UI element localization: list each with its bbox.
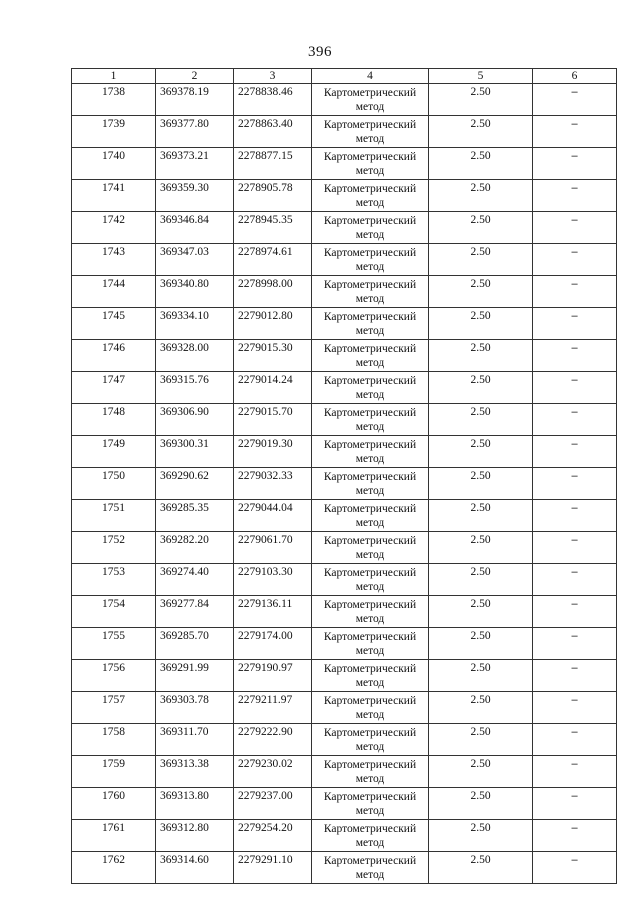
method-cell [312, 148, 429, 180]
method-line-1: Картометрический [323, 151, 417, 163]
note-cell: – [533, 724, 617, 756]
point-number-cell: 1756 [72, 660, 156, 692]
point-number-cell: 1740 [72, 148, 156, 180]
y-coordinate-cell: 2278905.78 [234, 180, 312, 212]
accuracy-cell: 2.50 [429, 788, 533, 820]
point-number-cell: 1738 [72, 84, 156, 116]
note-cell: – [533, 148, 617, 180]
x-coordinate-cell: 369378.19 [156, 84, 234, 116]
accuracy-cell: 2.50 [429, 404, 533, 436]
x-coordinate-cell: 369314.60 [156, 852, 234, 884]
accuracy-cell: 2.50 [429, 340, 533, 372]
table-row [72, 84, 617, 116]
x-coordinate-cell: 369300.31 [156, 436, 234, 468]
x-coordinate-cell: 369377.80 [156, 116, 234, 148]
accuracy-cell: 2.50 [429, 532, 533, 564]
x-coordinate-cell: 369290.62 [156, 468, 234, 500]
table-row [72, 788, 617, 820]
coordinates-table [71, 68, 617, 884]
table-row [72, 148, 617, 180]
point-number-cell: 1749 [72, 436, 156, 468]
method-cell [312, 180, 429, 212]
point-number-cell: 1762 [72, 852, 156, 884]
table-row [72, 212, 617, 244]
y-coordinate-cell: 2279019.30 [234, 436, 312, 468]
method-line-1: Картометрический [323, 823, 417, 835]
accuracy-cell: 2.50 [429, 852, 533, 884]
method-cell [312, 116, 429, 148]
point-number-cell: 1761 [72, 820, 156, 852]
method-line-2: метод [355, 517, 385, 529]
y-coordinate-cell: 2279190.97 [234, 660, 312, 692]
table-row [72, 692, 617, 724]
method-line-1: Картометрический [323, 535, 417, 547]
note-cell: – [533, 500, 617, 532]
table-row [72, 724, 617, 756]
method-cell [312, 596, 429, 628]
x-coordinate-cell: 369340.80 [156, 276, 234, 308]
note-cell: – [533, 372, 617, 404]
point-number-cell: 1755 [72, 628, 156, 660]
method-cell [312, 756, 429, 788]
note-cell: – [533, 340, 617, 372]
y-coordinate-cell: 2278838.46 [234, 84, 312, 116]
point-number-cell: 1745 [72, 308, 156, 340]
method-line-1: Картометрический [323, 695, 417, 707]
note-cell: – [533, 468, 617, 500]
accuracy-cell: 2.50 [429, 692, 533, 724]
method-line-2: метод [355, 677, 385, 689]
y-coordinate-cell: 2279061.70 [234, 532, 312, 564]
method-cell [312, 628, 429, 660]
method-line-2: метод [355, 101, 385, 113]
method-line-1: Картометрический [323, 567, 417, 579]
y-coordinate-cell: 2279211.97 [234, 692, 312, 724]
accuracy-cell: 2.50 [429, 628, 533, 660]
table-row [72, 468, 617, 500]
method-line-1: Картометрический [323, 727, 417, 739]
note-cell: – [533, 244, 617, 276]
method-line-2: метод [355, 229, 385, 241]
x-coordinate-cell: 369277.84 [156, 596, 234, 628]
y-coordinate-cell: 2278998.00 [234, 276, 312, 308]
note-cell: – [533, 692, 617, 724]
point-number-cell: 1759 [72, 756, 156, 788]
note-cell: – [533, 820, 617, 852]
y-coordinate-cell: 2279103.30 [234, 564, 312, 596]
note-cell: – [533, 660, 617, 692]
y-coordinate-cell: 2278863.40 [234, 116, 312, 148]
y-coordinate-cell: 2278974.61 [234, 244, 312, 276]
method-line-2: метод [355, 709, 385, 721]
method-cell [312, 244, 429, 276]
note-cell: – [533, 596, 617, 628]
point-number-cell: 1754 [72, 596, 156, 628]
accuracy-cell: 2.50 [429, 660, 533, 692]
method-cell [312, 468, 429, 500]
method-line-1: Картометрический [323, 119, 417, 131]
method-line-2: метод [355, 837, 385, 849]
table-body [72, 84, 617, 884]
method-cell [312, 564, 429, 596]
table-row [72, 308, 617, 340]
method-line-1: Картометрический [323, 663, 417, 675]
method-line-1: Картометрический [323, 503, 417, 515]
table-row [72, 436, 617, 468]
method-cell [312, 404, 429, 436]
page-number: 396 [308, 44, 332, 60]
accuracy-cell: 2.50 [429, 244, 533, 276]
x-coordinate-cell: 369313.38 [156, 756, 234, 788]
note-cell: – [533, 532, 617, 564]
header-row [72, 69, 617, 84]
point-number-cell: 1760 [72, 788, 156, 820]
method-line-1: Картометрический [323, 87, 417, 99]
accuracy-cell: 2.50 [429, 564, 533, 596]
method-line-1: Картометрический [323, 375, 417, 387]
table-row [72, 404, 617, 436]
accuracy-cell: 2.50 [429, 500, 533, 532]
table-row [72, 500, 617, 532]
accuracy-cell: 2.50 [429, 436, 533, 468]
method-line-2: метод [355, 197, 385, 209]
x-coordinate-cell: 369285.70 [156, 628, 234, 660]
note-cell: – [533, 84, 617, 116]
accuracy-cell: 2.50 [429, 372, 533, 404]
accuracy-cell: 2.50 [429, 724, 533, 756]
table-row [72, 820, 617, 852]
accuracy-cell: 2.50 [429, 84, 533, 116]
method-line-2: метод [355, 613, 385, 625]
x-coordinate-cell: 369334.10 [156, 308, 234, 340]
point-number-cell: 1752 [72, 532, 156, 564]
point-number-cell: 1757 [72, 692, 156, 724]
x-coordinate-cell: 369313.80 [156, 788, 234, 820]
x-coordinate-cell: 369285.35 [156, 500, 234, 532]
method-line-2: метод [355, 549, 385, 561]
method-cell [312, 692, 429, 724]
method-line-1: Картометрический [323, 215, 417, 227]
method-line-1: Картометрический [323, 599, 417, 611]
table-row [72, 116, 617, 148]
x-coordinate-cell: 369359.30 [156, 180, 234, 212]
method-line-2: метод [355, 741, 385, 753]
x-coordinate-cell: 369303.78 [156, 692, 234, 724]
y-coordinate-cell: 2279015.70 [234, 404, 312, 436]
note-cell: – [533, 116, 617, 148]
table-row [72, 756, 617, 788]
note-cell: – [533, 852, 617, 884]
x-coordinate-cell: 369306.90 [156, 404, 234, 436]
method-cell [312, 212, 429, 244]
note-cell: – [533, 180, 617, 212]
y-coordinate-cell: 2279044.04 [234, 500, 312, 532]
x-coordinate-cell: 369346.84 [156, 212, 234, 244]
method-cell [312, 436, 429, 468]
method-line-1: Картометрический [323, 791, 417, 803]
method-line-2: метод [355, 421, 385, 433]
y-coordinate-cell: 2279230.02 [234, 756, 312, 788]
point-number-cell: 1743 [72, 244, 156, 276]
x-coordinate-cell: 369328.00 [156, 340, 234, 372]
method-cell [312, 532, 429, 564]
note-cell: – [533, 628, 617, 660]
accuracy-cell: 2.50 [429, 148, 533, 180]
column-header-3: 3 [234, 69, 312, 84]
note-cell: – [533, 212, 617, 244]
accuracy-cell: 2.50 [429, 212, 533, 244]
method-cell [312, 788, 429, 820]
x-coordinate-cell: 369291.99 [156, 660, 234, 692]
method-line-1: Картометрический [323, 631, 417, 643]
x-coordinate-cell: 369315.76 [156, 372, 234, 404]
method-line-1: Картометрический [323, 759, 417, 771]
accuracy-cell: 2.50 [429, 468, 533, 500]
note-cell: – [533, 788, 617, 820]
method-line-1: Картометрический [323, 247, 417, 259]
method-line-2: метод [355, 293, 385, 305]
method-cell [312, 308, 429, 340]
method-line-1: Картометрический [323, 439, 417, 451]
table-row [72, 180, 617, 212]
accuracy-cell: 2.50 [429, 820, 533, 852]
method-line-1: Картометрический [323, 343, 417, 355]
x-coordinate-cell: 369282.20 [156, 532, 234, 564]
accuracy-cell: 2.50 [429, 116, 533, 148]
y-coordinate-cell: 2279222.90 [234, 724, 312, 756]
method-cell [312, 500, 429, 532]
y-coordinate-cell: 2279012.80 [234, 308, 312, 340]
y-coordinate-cell: 2279254.20 [234, 820, 312, 852]
note-cell: – [533, 564, 617, 596]
point-number-cell: 1742 [72, 212, 156, 244]
accuracy-cell: 2.50 [429, 596, 533, 628]
method-line-2: метод [355, 165, 385, 177]
x-coordinate-cell: 369373.21 [156, 148, 234, 180]
accuracy-cell: 2.50 [429, 308, 533, 340]
method-line-2: метод [355, 645, 385, 657]
method-line-1: Картометрический [323, 471, 417, 483]
point-number-cell: 1741 [72, 180, 156, 212]
method-line-2: метод [355, 453, 385, 465]
method-cell [312, 724, 429, 756]
method-line-1: Картометрический [323, 183, 417, 195]
point-number-cell: 1747 [72, 372, 156, 404]
table-row [72, 340, 617, 372]
point-number-cell: 1750 [72, 468, 156, 500]
note-cell: – [533, 404, 617, 436]
table-row [72, 660, 617, 692]
column-header-5: 5 [429, 69, 533, 84]
method-line-2: метод [355, 261, 385, 273]
column-header-1: 1 [72, 69, 156, 84]
method-cell [312, 340, 429, 372]
accuracy-cell: 2.50 [429, 276, 533, 308]
method-cell [312, 372, 429, 404]
method-cell [312, 660, 429, 692]
note-cell: – [533, 436, 617, 468]
table-row [72, 532, 617, 564]
method-line-2: метод [355, 581, 385, 593]
note-cell: – [533, 756, 617, 788]
y-coordinate-cell: 2279136.11 [234, 596, 312, 628]
y-coordinate-cell: 2278945.35 [234, 212, 312, 244]
method-line-2: метод [355, 485, 385, 497]
point-number-cell: 1744 [72, 276, 156, 308]
method-cell [312, 820, 429, 852]
method-line-2: метод [355, 133, 385, 145]
y-coordinate-cell: 2279174.00 [234, 628, 312, 660]
method-line-2: метод [355, 325, 385, 337]
method-line-1: Картометрический [323, 311, 417, 323]
table-row [72, 852, 617, 884]
y-coordinate-cell: 2279291.10 [234, 852, 312, 884]
method-line-2: метод [355, 869, 385, 881]
method-cell [312, 276, 429, 308]
point-number-cell: 1758 [72, 724, 156, 756]
method-line-2: метод [355, 805, 385, 817]
table-row [72, 628, 617, 660]
method-cell [312, 852, 429, 884]
y-coordinate-cell: 2278877.15 [234, 148, 312, 180]
table-row [72, 596, 617, 628]
note-cell: – [533, 276, 617, 308]
method-line-2: метод [355, 357, 385, 369]
method-line-1: Картометрический [323, 407, 417, 419]
x-coordinate-cell: 369347.03 [156, 244, 234, 276]
point-number-cell: 1739 [72, 116, 156, 148]
method-cell [312, 84, 429, 116]
method-line-2: метод [355, 389, 385, 401]
x-coordinate-cell: 369274.40 [156, 564, 234, 596]
y-coordinate-cell: 2279032.33 [234, 468, 312, 500]
note-cell: – [533, 308, 617, 340]
column-header-4: 4 [312, 69, 429, 84]
y-coordinate-cell: 2279015.30 [234, 340, 312, 372]
table-row [72, 372, 617, 404]
point-number-cell: 1753 [72, 564, 156, 596]
accuracy-cell: 2.50 [429, 180, 533, 212]
point-number-cell: 1748 [72, 404, 156, 436]
method-line-1: Картометрический [323, 855, 417, 867]
point-number-cell: 1746 [72, 340, 156, 372]
method-line-2: метод [355, 773, 385, 785]
table-row [72, 276, 617, 308]
method-line-1: Картометрический [323, 279, 417, 291]
x-coordinate-cell: 369311.70 [156, 724, 234, 756]
column-header-2: 2 [156, 69, 234, 84]
y-coordinate-cell: 2279237.00 [234, 788, 312, 820]
x-coordinate-cell: 369312.80 [156, 820, 234, 852]
accuracy-cell: 2.50 [429, 756, 533, 788]
point-number-cell: 1751 [72, 500, 156, 532]
table-row [72, 244, 617, 276]
y-coordinate-cell: 2279014.24 [234, 372, 312, 404]
column-header-6: 6 [533, 69, 617, 84]
table-row [72, 564, 617, 596]
